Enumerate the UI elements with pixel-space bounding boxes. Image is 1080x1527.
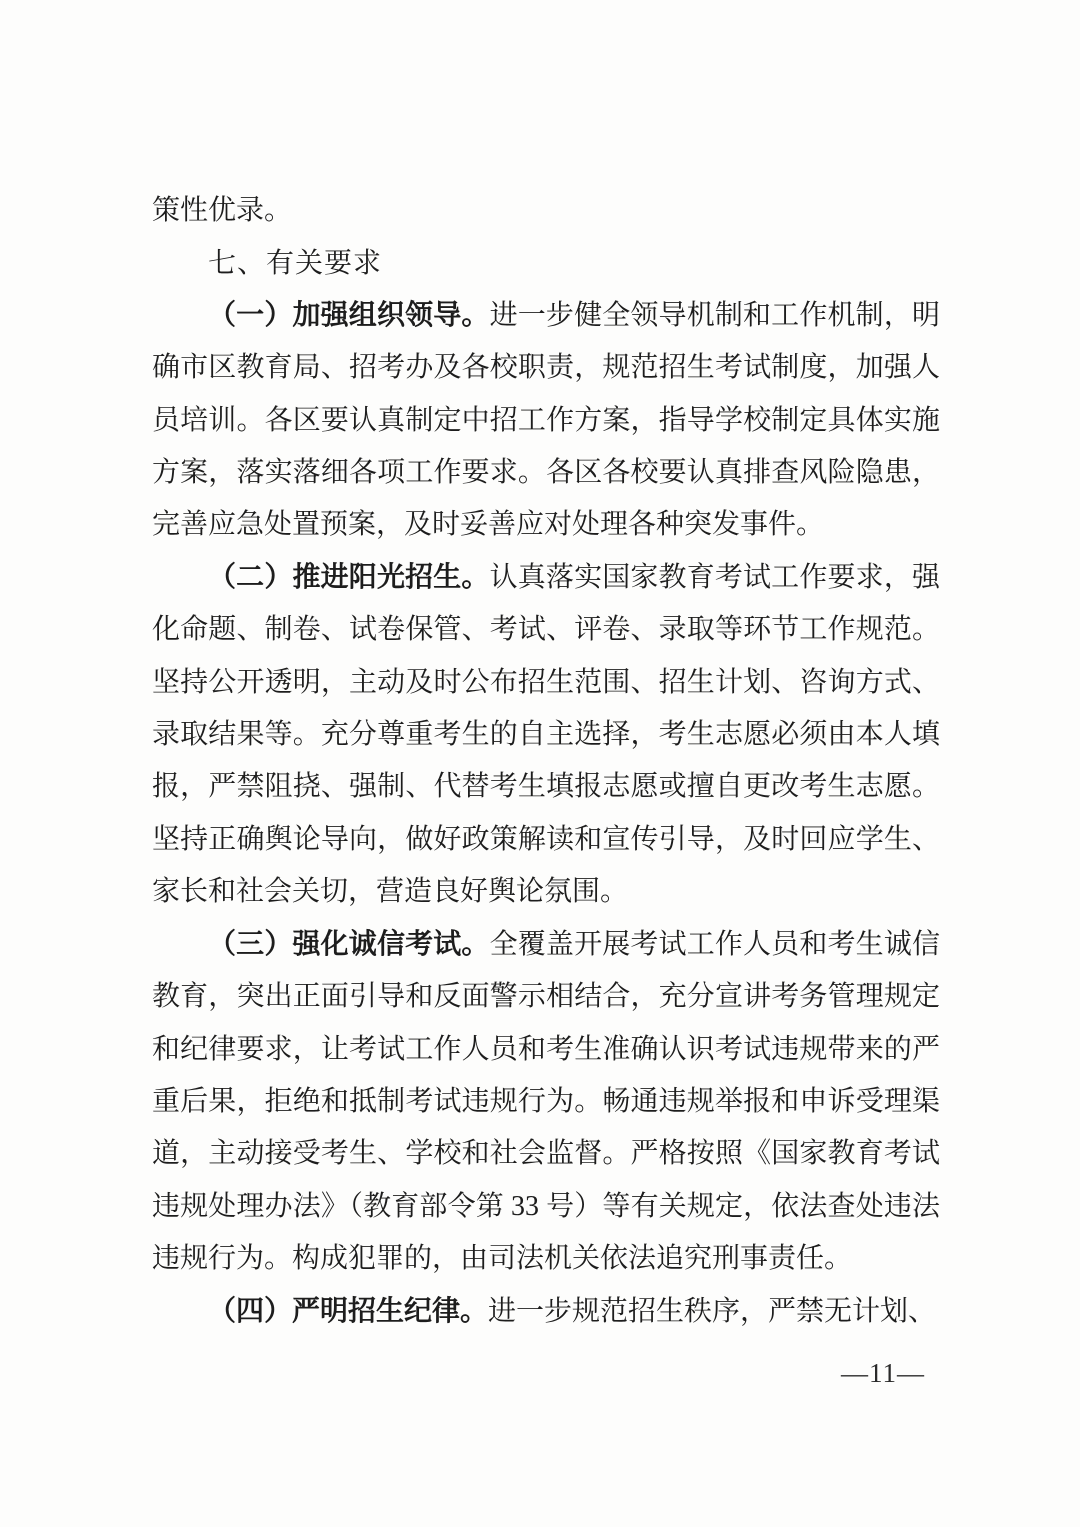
paragraph-1 [152,290,940,552]
paragraph-1-lead: （一）加强组织领导。 [208,299,490,331]
continuation-text: 策性优录。 [152,195,293,226]
paragraph-3-lead: （三）强化诚信考试。 [208,928,490,960]
page-number: —11— [841,1358,925,1388]
paragraph-4-body: 进一步规范招生秩序，严禁无计划、 [488,1295,937,1327]
paragraph-2-body: 认真落实国家教育考试工作要求，强化命题、制卷、试卷保管、考试、评卷、录取等环节工作规范。坚持公开透明，主动及时公布招生范围、招生计划、咨询方式、录取结果等。充分尊重考生的自主选择，考生志愿必须由本人填报，严禁阻挠、强制、代替考生填报志愿或擅自更改考生志愿。坚持正确舆论导向，做好政策解读和宣传引导，及时回应学生、家长和社会关切，营造良好舆论氛围。 [152,561,940,908]
paragraph-2 [152,552,940,919]
paragraph-1-body: 进一步健全领导机制和工作机制，明确市区教育局、招考办及各校职责，规范招生考试制度，加强人员培训。各区要认真制定中招工作方案，指导学校制定具体实施方案，落实落细各项工作要求。各区各校要认真排查风险隐患，完善应急处置预案，及时妥善应对处理各种突发事件。 [152,299,940,541]
document-content [152,185,940,1338]
paragraph-4-lead: （四）严明招生纪律。 [208,1295,489,1327]
paragraph-4 [152,1286,940,1338]
section-heading: 七、有关要求 [208,247,383,279]
paragraph-2-lead: （二）推进阳光招生。 [208,561,490,593]
paragraph-3 [152,919,940,1286]
paragraph-3-body: 全覆盖开展考试工作人员和考生诚信教育，突出正面引导和反面警示相结合，充分宣讲考务管理规定和纪律要求，让考试工作人员和考生准确认识考试违规带来的严重后果，拒绝和抵制考试违规行为。畅通违规举报和申诉受理渠道，主动接受考生、学校和社会监督。严格按照《国家教育考试违规处理办法》（教育部令第 33 号）等有关规定，依法查处违法违规行为。构成犯罪的，由司法机关依法追究刑事责任。 [152,928,940,1275]
